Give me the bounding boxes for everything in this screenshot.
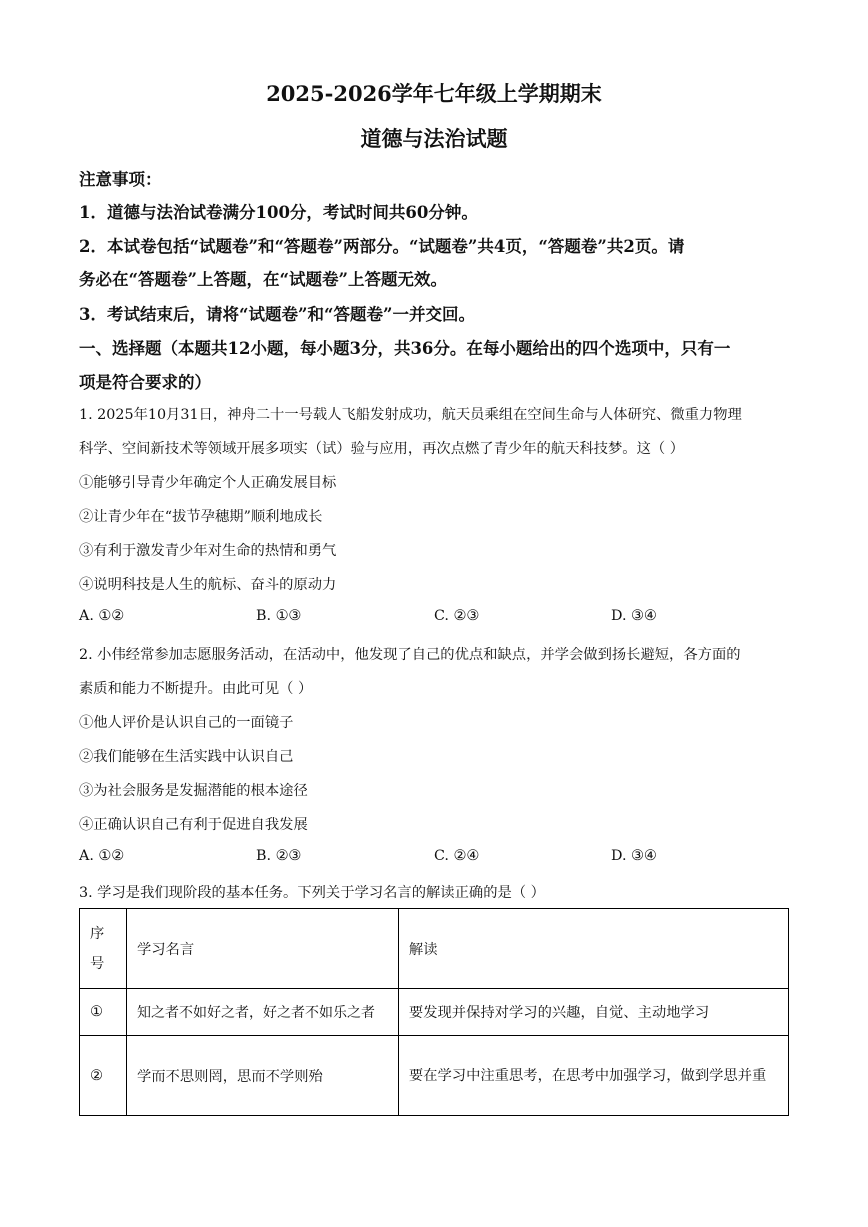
notice-heading: 注意事项： <box>79 170 162 189</box>
notice-item-1: 1．道德与法治试卷满分100分，考试时间共60分钟。 <box>79 203 478 222</box>
q1-stem-line-2: 科学、空间新技术等领域开展多项实（试）验与应用，再次点燃了青少年的航天科技梦。这（ ） <box>79 441 685 457</box>
table-header-number: 序号 <box>80 909 127 989</box>
exam-title: 2025-2026学年七年级上学期期末 <box>266 81 602 106</box>
table-cell-interpretation: 要发现并保持对学习的兴趣，自觉、主动地学习 <box>398 989 788 1036</box>
section-heading-line-1: 一、选择题（本题共12小题，每小题3分，共36分。在每小题给出的四个选项中，只有一 <box>79 339 731 358</box>
q2-statement-4: ④正确认识自己有利于促进自我发展 <box>79 817 308 833</box>
q1-option-a: A. ①② <box>79 608 125 624</box>
q1-statement-3: ③有利于激发青少年对生命的热情和勇气 <box>79 543 337 559</box>
table-row <box>80 989 789 1036</box>
q2-stem-line-1: 2. 小伟经常参加志愿服务活动，在活动中，他发现了自己的优点和缺点，并学会做到扬长避短，各方面的 <box>79 647 741 663</box>
q2-statement-3: ③为社会服务是发掘潜能的根本途径 <box>79 783 308 799</box>
q2-option-a: A. ①② <box>79 848 125 864</box>
table-row <box>80 1036 789 1116</box>
table-header-row <box>80 909 789 989</box>
section-heading-line-2: 项是符合要求的） <box>79 373 211 392</box>
table-cell-interpretation: 要在学习中注重思考，在思考中加强学习，做到学思并重 <box>398 1036 788 1116</box>
exam-subtitle: 道德与法治试题 <box>360 126 508 151</box>
q1-statement-1: ①能够引导青少年确定个人正确发展目标 <box>79 475 337 491</box>
notice-item-2-line-2: 务必在“答题卷”上答题，在“试题卷”上答题无效。 <box>79 270 447 289</box>
table-cell-number: ② <box>80 1036 127 1116</box>
q1-option-b: B. ①③ <box>256 608 302 624</box>
q2-option-c: C. ②④ <box>434 848 480 864</box>
q1-statement-4: ④说明科技是人生的航标、奋斗的原动力 <box>79 577 337 593</box>
q1-statement-2: ②让青少年在“拔节孕穗期”顺利地成长 <box>79 509 323 525</box>
q3-stem: 3. 学习是我们现阶段的基本任务。下列关于学习名言的解读正确的是（ ） <box>79 885 545 901</box>
q2-option-d: D. ③④ <box>611 848 657 864</box>
q2-statement-1: ①他人评价是认识自己的一面镜子 <box>79 715 294 731</box>
q2-statement-2: ②我们能够在生活实践中认识自己 <box>79 749 294 765</box>
table-cell-quote: 知之者不如好之者，好之者不如乐之者 <box>126 989 398 1036</box>
table-header-quote: 学习名言 <box>126 909 398 989</box>
table-header-interpretation: 解读 <box>398 909 788 989</box>
q3-table <box>79 908 789 1116</box>
q1-option-c: C. ②③ <box>434 608 480 624</box>
q1-option-d: D. ③④ <box>611 608 657 624</box>
notice-item-3: 3．考试结束后，请将“试题卷”和“答题卷”一并交回。 <box>79 305 475 324</box>
q2-option-b: B. ②③ <box>256 848 302 864</box>
table-cell-quote: 学而不思则罔，思而不学则殆 <box>126 1036 398 1116</box>
q1-stem-line-1: 1. 2025年10月31日，神舟二十一号载人飞船发射成功，航天员乘组在空间生命与人体研究、微重力物理 <box>79 407 742 423</box>
table-cell-number: ① <box>80 989 127 1036</box>
notice-item-2-line-1: 2．本试卷包括“试题卷”和“答题卷”两部分。“试题卷”共4页，“答题卷”共2页。请 <box>79 237 685 256</box>
q2-stem-line-2: 素质和能力不断提升。由此可见（ ） <box>79 681 313 697</box>
